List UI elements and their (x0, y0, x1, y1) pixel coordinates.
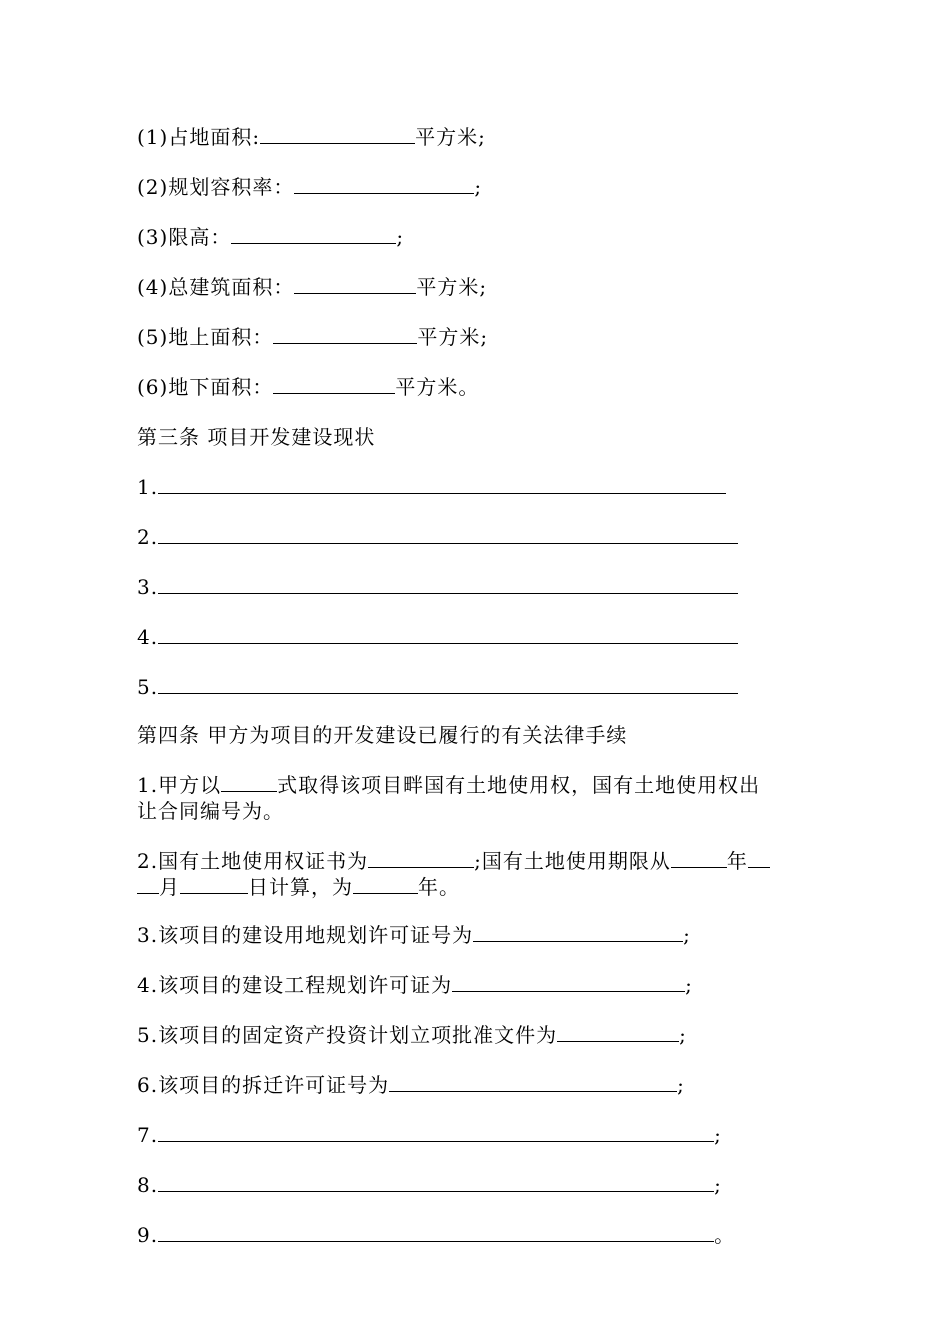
land-certificate-blank[interactable] (368, 848, 474, 868)
above-ground-area-line (137, 324, 488, 350)
article4-item-6 (137, 1072, 685, 1098)
article4-item-6-end: ; (677, 1073, 685, 1097)
underground-area-blank[interactable] (273, 374, 395, 394)
start-month-blank-b[interactable] (137, 874, 159, 894)
total-floor-area-line (137, 274, 487, 300)
above-ground-area-label: (5)地上面积： (137, 325, 274, 349)
total-floor-area-label: (4)总建筑面积： (137, 275, 295, 299)
article4-item-8-number: 8. (137, 1173, 159, 1197)
article4-item-4-end: ; (685, 973, 693, 997)
plot-ratio-end: ; (474, 175, 483, 199)
article3-item-2-number: 2. (137, 525, 159, 549)
article4-item-9-end: 。 (714, 1223, 736, 1247)
height-limit-line (137, 224, 404, 250)
article4-item-5-end: ; (679, 1023, 687, 1047)
article3-item-3 (137, 574, 738, 600)
article4-item-8-end: ; (714, 1173, 722, 1197)
article4-item-2-term-year: 年。 (418, 875, 460, 899)
plot-ratio-line (137, 174, 482, 200)
height-limit-end: ; (396, 225, 405, 249)
article4-item-2-line-2 (137, 874, 460, 900)
article4-item-7-blank[interactable] (158, 1122, 714, 1142)
article4-item-9-number: 9. (137, 1223, 159, 1247)
plot-ratio-label: (2)规划容积率： (137, 175, 295, 199)
land-area-blank[interactable] (260, 124, 415, 144)
article4-item-4 (137, 972, 693, 998)
total-floor-area-blank[interactable] (294, 274, 416, 294)
land-area-line (137, 124, 486, 150)
article3-item-1-number: 1. (137, 475, 159, 499)
article4-item-7-number: 7. (137, 1123, 159, 1147)
article3-item-3-blank[interactable] (158, 574, 738, 594)
article3-item-4-blank[interactable] (158, 624, 738, 644)
article4-item-3 (137, 922, 691, 948)
article4-item-8 (137, 1172, 722, 1198)
article3-item-5-number: 5. (137, 675, 159, 699)
article4-item-8-blank[interactable] (158, 1172, 714, 1192)
term-years-blank[interactable] (353, 874, 418, 894)
above-ground-area-unit: 平方米; (417, 325, 489, 349)
article3-item-4-number: 4. (137, 625, 159, 649)
article4-item-2-lead: 2.国有土地使用权证书为 (137, 849, 369, 873)
article3-item-2 (137, 524, 738, 550)
article4-item-2-day: 日计算，为 (248, 875, 353, 899)
total-floor-area-unit: 平方米; (416, 275, 488, 299)
article4-item-5 (137, 1022, 687, 1048)
article4-item-7 (137, 1122, 722, 1148)
height-limit-blank[interactable] (231, 224, 396, 244)
article4-item-3-text: 3.该项目的建设用地规划许可证号为 (137, 923, 474, 947)
article4-title: 第四条 甲方为项目的开发建设已履行的有关法律手续 (137, 723, 628, 747)
underground-area-label: (6)地下面积： (137, 375, 274, 399)
land-planning-permit-blank[interactable] (473, 922, 683, 942)
start-day-blank[interactable] (180, 874, 248, 894)
article3-item-5 (137, 674, 738, 700)
article3-item-1 (137, 474, 726, 500)
article4-item-4-text: 4.该项目的建设工程规划许可证为 (137, 973, 453, 997)
article3-item-2-blank[interactable] (158, 524, 738, 544)
height-limit-label: (3)限高： (137, 225, 232, 249)
above-ground-area-blank[interactable] (273, 324, 417, 344)
land-area-unit: 平方米; (415, 125, 486, 149)
article3-item-3-number: 3. (137, 575, 159, 599)
article4-item-5-text: 5.该项目的固定资产投资计划立项批准文件为 (137, 1023, 558, 1047)
article4-item-1-line-2: 让合同编号为。 (137, 799, 284, 823)
start-year-blank[interactable] (671, 848, 727, 868)
article4-item-1-lead: 1.甲方以 (137, 773, 222, 797)
article4-item-1-line-1 (137, 772, 760, 798)
article4-item-7-end: ; (714, 1123, 722, 1147)
article4-item-2-month: 月 (159, 875, 180, 899)
underground-area-unit: 平方米。 (395, 375, 480, 399)
land-area-label: (1)占地面积: (137, 125, 261, 149)
construction-planning-permit-blank[interactable] (452, 972, 685, 992)
acquisition-method-blank[interactable] (221, 772, 277, 792)
article3-item-5-blank[interactable] (158, 674, 738, 694)
article4-item-3-end: ; (683, 923, 691, 947)
article4-item-2-line-1 (137, 848, 770, 874)
article4-item-2-year: 年 (726, 849, 748, 873)
demolition-permit-blank[interactable] (389, 1072, 677, 1092)
article3-title: 第三条 项目开发建设现状 (137, 425, 376, 449)
article4-item-9-blank[interactable] (158, 1222, 714, 1242)
article4-item-9 (137, 1222, 735, 1248)
investment-approval-blank[interactable] (557, 1022, 679, 1042)
start-month-blank-a[interactable] (748, 848, 770, 868)
article3-item-1-blank[interactable] (158, 474, 726, 494)
article4-item-6-text: 6.该项目的拆迁许可证号为 (137, 1073, 390, 1097)
article4-item-2-period: ;国有土地使用期限从 (474, 849, 671, 873)
underground-area-line (137, 374, 479, 400)
article4-item-1-text: 式取得该项目畔国有土地使用权，国有土地使用权出 (277, 773, 761, 797)
plot-ratio-blank[interactable] (294, 174, 474, 194)
article3-item-4 (137, 624, 738, 650)
